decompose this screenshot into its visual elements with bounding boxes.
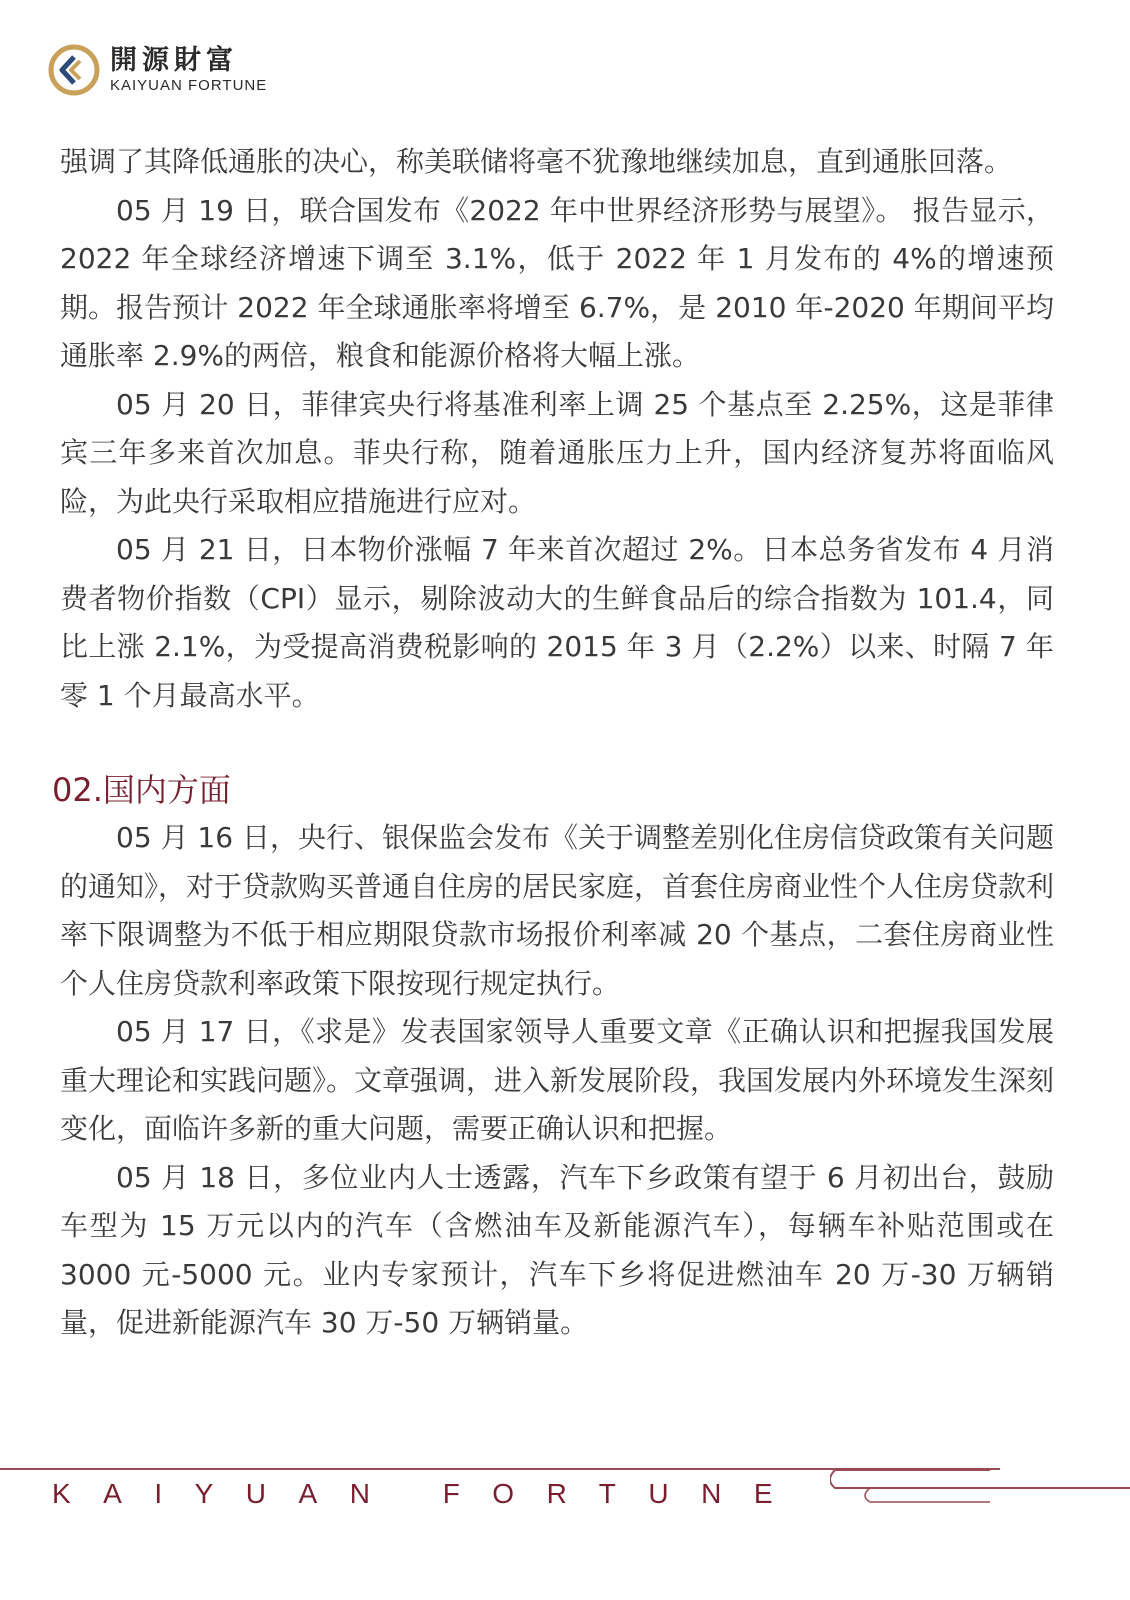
logo-text xyxy=(110,45,267,95)
logo-english-name: KAIYUAN FORTUNE xyxy=(110,77,268,94)
footer-swoosh-decoration xyxy=(830,1462,1130,1512)
kaiyuan-logo-icon xyxy=(48,44,100,96)
paragraph-japan-cpi: 05 月 21 日，日本物价涨幅 7 年来首次超过 2%。日本总务省发布 4 月消费者物价指数（CPI）显示，剔除波动大的生鲜食品后的综合指数为 101.4，同比上涨 2.1%，为受提高消费税影响的 2015 年 3 月（2.2%）以来、时隔 7 年零 1 个月最高水平。 xyxy=(60,533,1054,712)
section-title-domestic: 02.国内方面 xyxy=(52,771,231,809)
paragraph-philippines: 05 月 20 日，菲律宾央行将基准利率上调 25 个基点至 2.25%，这是菲律宾三年多来首次加息。菲央行称，随着通胀压力上升，国内经济复苏将面临风险，为此央行采取相应措施进行应对。 xyxy=(60,387,1054,518)
logo-chinese-name: 開源財富 xyxy=(110,45,238,76)
paragraph-un-report: 05 月 19 日，联合国发布《2022 年中世界经济形势与展望》。 报告显示，2022 年全球经济增速下调至 3.1%，低于 2022 年 1 月发布的 4%的增速预期。报告预计 2022 年全球通胀率将增至 6.7%，是 2010 年-2020 年期间平均通胀率 2.9%的两倍，粮食和能源价格将大幅上涨。 xyxy=(60,193,1054,372)
paragraph-auto-policy: 05 月 18 日，多位业内人士透露，汽车下乡政策有望于 6 月初出台，鼓励车型为 15 万元以内的汽车（含燃油车及新能源汽车），每辆车补贴范围或在 3000 元-5000 元。业内专家预计，汽车下乡将促进燃油车 20 万-30 万辆销量，促进新能源汽车 30 万-50 万辆销量。 xyxy=(60,1160,1054,1339)
intro-line: 强调了其降低通胀的决心，称美联储将毫不犹豫地继续加息，直到通胀回落。 xyxy=(60,145,1013,178)
article-body xyxy=(52,138,1055,1348)
page-header xyxy=(48,40,267,100)
footer-brand: KAIYUAN FORTUNE xyxy=(52,1478,806,1509)
paragraph-qiushi: 05 月 17 日，《求是》发表国家领导人重要文章《正确认识和把握我国发展重大理论和实践问题》。文章强调，进入新发展阶段，我国发展内外环境发生深刻变化，面临许多新的重大问题，需要正确认识和把握。 xyxy=(60,1015,1055,1145)
paragraph-housing-loan: 05 月 16 日，央行、银保监会发布《关于调整差别化住房信贷政策有关问题的通知》，对于贷款购买普通自住房的居民家庭，首套住房商业性个人住房贷款利率下限调整为不低于相应期限贷款市场报价利率减 20 个基点，二套住房商业性个人住房贷款利率政策下限按现行规定执行。 xyxy=(60,821,1055,1000)
